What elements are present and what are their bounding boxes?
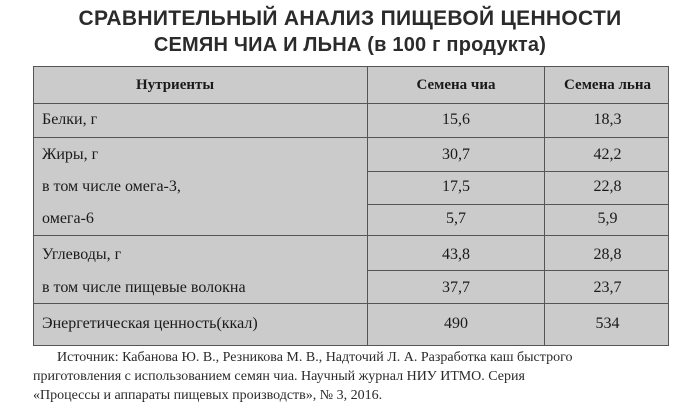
row-label-carbs: Углеводы, г <box>42 246 122 263</box>
cell-chia-carbs: 43,8 <box>442 246 470 263</box>
row-divider <box>34 137 668 138</box>
header-divider <box>34 103 668 104</box>
cell-chia-omega6: 5,7 <box>446 210 466 227</box>
cell-flax-omega3: 22,8 <box>593 178 622 195</box>
page-title <box>0 6 700 58</box>
cell-chia-fiber: 37,7 <box>442 279 470 296</box>
cell-flax-omega6: 5,9 <box>597 210 618 227</box>
cell-chia-fat: 30,7 <box>442 146 470 163</box>
source-line-1: Источник: Кабанова Ю. В., Резникова М. В., Надточий Л. А. Разработка каш быстрого <box>57 350 573 365</box>
nutrition-table <box>33 66 669 346</box>
header-chia: Семена чиа <box>416 77 496 93</box>
cell-chia-energy: 490 <box>444 315 468 332</box>
header-nutrients: Нутриенты <box>136 77 215 93</box>
cell-flax-energy: 534 <box>595 315 620 332</box>
row-divider <box>368 270 668 271</box>
title-line-2: СЕМЯН ЧИА И ЛЬНА (в 100 г продукта) <box>153 34 547 56</box>
row-label-energy: Энергетическая ценность(ккал) <box>42 315 258 332</box>
header-flax: Семена льна <box>564 77 651 93</box>
row-divider <box>368 204 668 205</box>
title-line-1: СРАВНИТЕЛЬНЫЙ АНАЛИЗ ПИЩЕВОЙ ЦЕННОСТИ <box>78 7 622 30</box>
source-line-3: «Процессы и аппараты пищевых производств», № 3, 2016. <box>33 388 383 403</box>
row-divider <box>368 171 668 172</box>
row-divider <box>34 235 668 236</box>
row-divider <box>34 303 668 304</box>
cell-chia-omega3: 17,5 <box>442 178 470 195</box>
column-divider <box>367 67 368 345</box>
cell-flax-fiber: 23,7 <box>593 279 622 296</box>
row-label-omega3: в том числе омега-3, <box>42 178 181 195</box>
cell-flax-fat: 42,2 <box>593 146 622 163</box>
source-line-2: приготовления с использованием семян чиа. Научный журнал НИУ ИТМО. Серия <box>33 369 525 384</box>
cell-chia-protein: 15,6 <box>442 111 470 128</box>
column-divider <box>544 67 545 345</box>
row-label-protein: Белки, г <box>42 111 98 128</box>
row-label-fiber: в том числе пищевые волокна <box>42 279 246 296</box>
cell-flax-carbs: 28,8 <box>593 246 622 263</box>
source-note <box>33 348 673 405</box>
row-label-omega6: омега-6 <box>42 210 94 227</box>
row-label-fat: Жиры, г <box>42 146 99 163</box>
cell-flax-protein: 18,3 <box>593 111 622 128</box>
